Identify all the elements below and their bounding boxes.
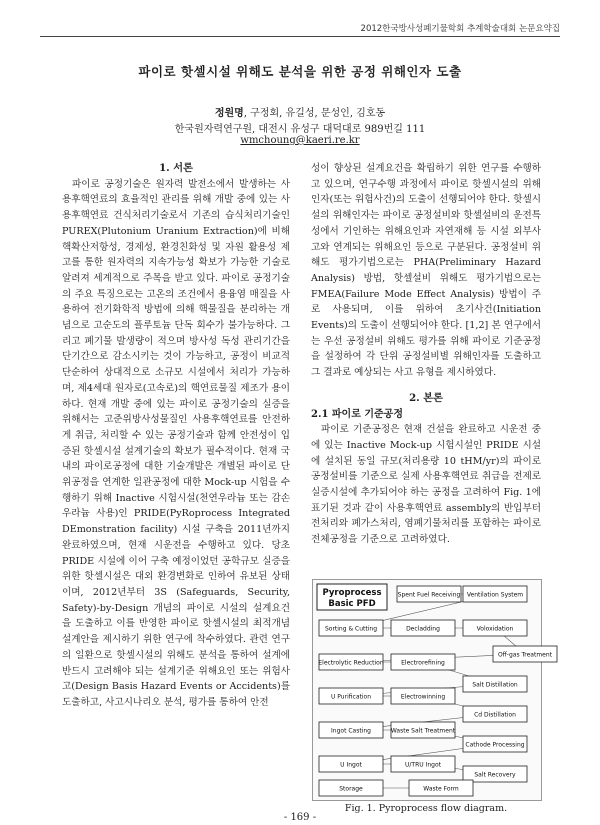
flow-diagram-svg [313, 580, 553, 800]
flow-box-label: Storage [339, 785, 363, 793]
flow-box-label: Off-gas Treatment [497, 651, 553, 659]
figure-caption: Fig. 1. Pyroprocess flow diagram. [344, 803, 508, 814]
co-authors: , 구정회, 유길성, 문성인, 김호동 [243, 108, 386, 119]
first-author: 정원명 [214, 108, 244, 119]
author-email[interactable]: wmchoung@kaeri.re.kr [240, 135, 360, 146]
figure-title-line1: Pyroprocess [322, 588, 382, 598]
flow-box-label: Ingot Casting [331, 727, 371, 735]
subsection-heading: 2.1 파이로 기준공정 [311, 408, 403, 420]
left-column [62, 161, 290, 711]
header-divider [40, 36, 560, 37]
intro-paragraph: 파이로 공정기술은 원자력 발전소에서 발생하는 사용후핵연료의 효율적인 관리를 위해 개발 중에 있는 사용후핵연료 건식처리기술로서 기존의 습식처리기술인 PUREX(Plutonium Uranium Extraction)에 비해 핵확산저항성, 경제성, 환경친화성 및 자원 활용성 제고를 통한 원자력의 지속가능성 확보가 가능한 기술로 알려져 세계적으로 주목을 받고 있다. 파이로 공정기술의 주요 특징으로는 고온의 조건에서 용융염 매질을 사용하여 전기화학적 방법에 의해 핵물질을 분리하는 개념으로 고순도의 플루토늄 단독 회수가 불가능하다. 그리고 폐기물 발생량이 적으며 방사성 독성 관리기간을 단기간으로 감소시키는 것이 가능하고, 공정이 비교적 단순하여 상대적으로 소규모 시설에서 처리가 가능하며, 제4세대 원자로(고속로)의 핵연료물질 제조가 용이하다. 현재 개발 중에 있는 파이로 공정기술의 실증을 위해서는 고준위방사성물질인 사용후핵연료를 안전하게 취급, 처리할 수 있는 공정기술과 함께 안전성이 입증된 핫셀시설 설계기술의 확보가 필수적이다. 현재 국내의 파이로공정에 대한 기술개발은 개별된 파이로 단위공정을 연계한 일관공정에 대한 Mock-up 시험을 수행하기 위해 Inactive 시험시설(천연우라늄 또는 감손우라늄 사용)인 PRIDE(PyRoprocess Integrated DEmonstration facility) 시설 구축을 2011년까지 완료하였으며, 현재 시운전을 수행하고 있다. 당초 PRIDE 시설에 이어 구축 예정이었던 공학규모 실증을 위한 핫셀시설은 대외 환경변화로 인하여 유보된 상태이며, 2012년부터 3S (Safeguards, Security, Safety)-by-Design 개념의 파이로 시설의 설계요건을 도출하고 이를 반영한 파이로 핫셀시설의 최적개념 설계안을 제시하기 위한 연구에 착수하였다. 관련 연구의 일환으로 핫셀시설의 위해도 분석을 통하여 설계에 반드시 고려해야 되는 설계기준 위해요인 또는 위험사고(Design Basis Hazard Events or Accidents)를 도출하고, 사고시나리오 분석, 평가를 통하여 안전 [62, 178, 290, 708]
flow-box-label: Waste Salt Treatment [390, 727, 456, 735]
flow-boxes [318, 586, 557, 796]
page-number: - 169 - [283, 812, 317, 823]
flow-box-label: Electrorefining [401, 659, 445, 667]
flow-box-label: Electrowinning [400, 693, 446, 701]
right-column [311, 161, 541, 548]
flow-box-label: Spent Fuel Receiving [397, 591, 461, 599]
flow-box-label: Cd Distillation [474, 711, 516, 719]
running-header: 2012한국방사성폐기물학회 추계학술대회 논문요약집 [360, 24, 560, 34]
paper-title: 파이로 핫셀시설 위해도 분석을 위한 공정 위해인자 도출 [138, 64, 462, 79]
pyroprocess-flow-figure [312, 579, 553, 801]
flow-box-label: U/TRU Ingot [405, 761, 441, 769]
section-heading-introduction: 1. 서론 [159, 162, 193, 174]
flow-box-label: Electrolytic Reduction [318, 659, 384, 667]
flow-box-label: Decladding [406, 625, 440, 633]
body-paragraph: 파이로 기준공정은 현재 건설을 완료하고 시운전 중에 있는 Inactive Mock-up 시험시설인 PRIDE 시설에 설치된 동일 규모(처리용량 10 tHM/yr)의 파이로 공정설비를 기준으로 실제 사용후핵연료 취급을 전제로 실증시설에 추가되어야 하는 공정을 고려하여 Fig. 1에 표기된 것과 같이 사용후핵연료 assembly의 반입부터 전처리와 폐가스처리, 염폐기물처리를 포함하는 파이로 전체공정을 기준으로 고려하였다. [311, 424, 541, 546]
flow-box-label: Salt Distillation [472, 681, 518, 689]
section-heading-body: 2. 본론 [409, 391, 443, 404]
affiliation: 한국원자력연구원, 대전시 유성구 대덕대로 989번길 111 [174, 124, 426, 135]
flow-box-label: U Ingot [340, 761, 362, 769]
flow-box-label: Salt Recovery [474, 771, 516, 779]
figure-title-line2: Basic PFD [328, 599, 376, 609]
flow-box-label: U Purification [331, 693, 371, 701]
flow-box-label: Cathode Processing [465, 741, 525, 749]
flow-box-label: Voloxidation [476, 625, 514, 633]
flow-box-label: Waste Form [423, 785, 459, 793]
author-list [0, 104, 600, 119]
flow-box-label: Sorting & Cutting [324, 625, 378, 633]
flow-box-label: Ventilation System [466, 591, 524, 599]
intro-paragraph-continued: 성이 향상된 설계요건을 확립하기 위한 연구를 수행하고 있으며, 연구수행 과정에서 파이로 핫셀시설의 위해인자(또는 위험사건)의 도출이 선행되어야 한다. 핫셀시설의 위해인자는 파이로 공정설비와 핫셀설비의 운전특성에서 기인하는 위해요인과 자연재해 등 시설 외부사고와 연계되는 위해요인 등으로 구분된다. 공정설비 위해도 평가기법으로는 PHA(Preliminary Hazard Analysis) 방법, 핫셀설비 위해도 평가기법으로는 FMEA(Failure Mode Effect Analysis) 방법이 주로 사용되며, 이를 위하여 초기사건(Initiation Events)의 도출이 선행되어야 한다. [1,2] 본 연구에서는 우선 공정설비 위해도 평가를 위해 파이로 기준공정을 설정하여 각 단위 공정설비별 위해인자를 도출하고 그 결과로 예상되는 사고 유형을 제시하였다. [311, 163, 541, 379]
